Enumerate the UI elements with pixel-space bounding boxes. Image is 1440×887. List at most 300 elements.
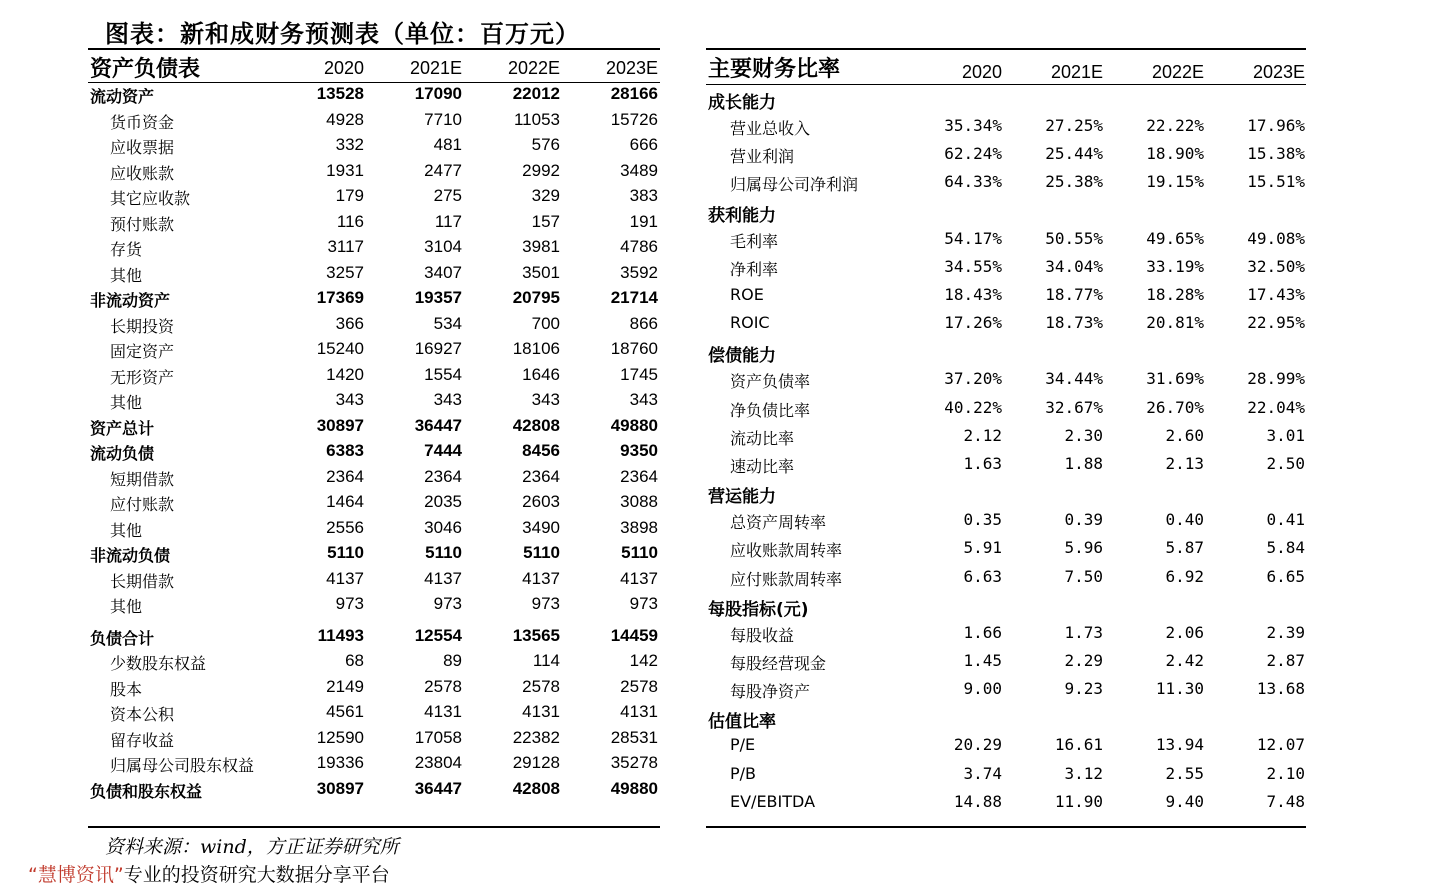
row-label: 归属母公司股东权益: [110, 756, 255, 775]
row-label: 总资产周转率: [730, 513, 827, 533]
table-row: [88, 263, 660, 287]
value-cell: 1931: [326, 160, 364, 180]
section-title: 营运能力: [708, 487, 776, 508]
table-row: [88, 702, 660, 726]
value-cell: 157: [531, 211, 560, 231]
balance-sheet-year-2023e: 2023E: [605, 58, 658, 78]
value-cell: 1.73: [1064, 622, 1103, 642]
value-cell: 15.51%: [1247, 172, 1305, 192]
value-cell: 35.34%: [944, 116, 1002, 135]
value-cell: 11.30: [1155, 679, 1204, 699]
value-cell: 42808: [512, 778, 560, 798]
value-cell: 37.20%: [944, 369, 1002, 389]
value-cell: 2.30: [1064, 425, 1103, 445]
row-label: 非流动负债: [90, 546, 171, 565]
value-cell: 4561: [326, 702, 364, 721]
value-cell: 23804: [414, 753, 462, 772]
value-cell: 343: [335, 390, 364, 409]
value-cell: 18106: [512, 339, 560, 358]
footer-text: 专业的投资研究大数据分享平台: [123, 864, 390, 886]
row-label: 其他: [110, 393, 143, 412]
value-cell: 49.08%: [1247, 228, 1305, 248]
value-cell: 383: [629, 186, 658, 205]
table-row: [706, 229, 1306, 253]
value-cell: 49.65%: [1146, 228, 1204, 248]
table-row: [706, 679, 1306, 703]
table-row: [706, 426, 1306, 450]
section-title: 成长能力: [708, 93, 776, 113]
value-cell: 16927: [414, 339, 462, 358]
footer-banner: [28, 860, 390, 887]
row-label: 非流动资产: [90, 291, 171, 310]
table-row: [88, 110, 660, 134]
value-cell: 68: [345, 651, 364, 670]
value-cell: 2992: [522, 160, 560, 180]
value-cell: 6.92: [1165, 566, 1204, 586]
value-cell: 4928: [326, 109, 364, 129]
value-cell: 17.96%: [1247, 116, 1305, 135]
row-label: 应收账款周转率: [730, 541, 843, 561]
value-cell: 5110: [425, 543, 462, 562]
ratios-bottom-rule: [706, 826, 1306, 828]
value-cell: 18.90%: [1146, 144, 1204, 164]
section-header-row: [706, 595, 1306, 619]
value-cell: 18.73%: [1045, 313, 1103, 333]
value-cell: 17.43%: [1247, 285, 1305, 304]
ratios-year-2021e: 2021E: [1050, 62, 1103, 82]
table-row: [88, 212, 660, 236]
table-row: [706, 172, 1306, 196]
value-cell: 34.55%: [944, 256, 1002, 276]
row-label: 营业利润: [730, 147, 795, 167]
value-cell: 2.87: [1266, 651, 1305, 670]
value-cell: 4137: [522, 568, 560, 588]
value-cell: 25.38%: [1045, 172, 1103, 192]
value-cell: 12554: [414, 625, 462, 645]
table-row: [706, 735, 1306, 759]
table-row: [88, 543, 660, 567]
table-row: [88, 339, 660, 363]
table-row: [706, 285, 1306, 309]
row-label: 固定资产: [110, 342, 175, 361]
value-cell: 5.91: [963, 538, 1002, 558]
financial-ratios-table: [706, 50, 1306, 826]
table-row: [706, 144, 1306, 168]
value-cell: 20.81%: [1146, 313, 1204, 333]
value-cell: 3898: [620, 517, 658, 537]
table-row: [706, 567, 1306, 591]
table-row: [88, 390, 660, 414]
value-cell: 5.84: [1266, 538, 1305, 558]
value-cell: 3088: [620, 492, 658, 511]
balance-sheet-year-2020: 2020: [323, 58, 364, 78]
value-cell: 2.10: [1266, 763, 1305, 783]
table-row: [88, 314, 660, 338]
value-cell: 2364: [522, 466, 560, 486]
value-cell: 6383: [326, 441, 364, 460]
row-label: 资产总计: [90, 418, 155, 438]
value-cell: 3981: [522, 237, 560, 256]
value-cell: 40.22%: [944, 397, 1002, 417]
table-row: [88, 677, 660, 701]
table-row: [706, 538, 1306, 562]
table-row: [88, 753, 660, 777]
row-label: 股本: [110, 679, 143, 699]
row-label: 资本公积: [110, 705, 175, 724]
value-cell: 2578: [522, 676, 560, 696]
value-cell: 2.06: [1165, 622, 1204, 642]
value-cell: 27.25%: [1045, 116, 1103, 135]
row-label: 负债合计: [90, 628, 155, 648]
value-cell: 28.99%: [1247, 369, 1305, 389]
value-cell: 5110: [327, 543, 364, 562]
value-cell: 2149: [326, 676, 364, 696]
row-label: 货币资金: [110, 112, 175, 132]
value-cell: 18.28%: [1146, 285, 1204, 304]
value-cell: 366: [335, 313, 364, 333]
value-cell: 142: [629, 651, 658, 670]
row-label: EV/EBITDA: [730, 791, 816, 811]
value-cell: 19336: [316, 753, 364, 772]
value-cell: 11053: [513, 109, 560, 129]
value-cell: 191: [629, 211, 658, 231]
value-cell: 700: [531, 313, 560, 333]
value-cell: 9.00: [963, 679, 1002, 699]
value-cell: 1.63: [963, 454, 1002, 473]
value-cell: 26.70%: [1146, 397, 1204, 417]
value-cell: 22.95%: [1247, 313, 1305, 333]
value-cell: 9.40: [1165, 791, 1204, 811]
row-label: 长期投资: [110, 316, 175, 336]
value-cell: 866: [629, 313, 658, 333]
value-cell: 1.66: [963, 622, 1002, 642]
table-row: [88, 779, 660, 803]
value-cell: 3407: [424, 262, 462, 282]
value-cell: 1745: [620, 364, 658, 384]
section-title: 每股指标(元): [708, 599, 809, 620]
value-cell: 9350: [620, 441, 658, 460]
value-cell: 6.63: [963, 566, 1002, 586]
value-cell: 114: [532, 651, 560, 670]
value-cell: 179: [335, 186, 364, 205]
value-cell: 2.39: [1266, 622, 1305, 642]
row-label: 应收账款: [110, 163, 175, 183]
value-cell: 30897: [316, 415, 364, 435]
value-cell: 64.33%: [944, 172, 1002, 192]
value-cell: 13528: [316, 84, 364, 103]
value-cell: 576: [531, 135, 560, 154]
table-row: [706, 651, 1306, 675]
value-cell: 4786: [620, 237, 658, 256]
balance-sheet-table: [88, 50, 660, 826]
value-cell: 3046: [424, 517, 462, 537]
value-cell: 1646: [522, 364, 560, 384]
value-cell: 2.42: [1165, 651, 1204, 670]
value-cell: 17.26%: [944, 313, 1002, 333]
value-cell: 31.69%: [1146, 369, 1204, 389]
table-row: [706, 623, 1306, 647]
row-label: 每股净资产: [730, 682, 811, 702]
row-label: 流动比率: [730, 428, 795, 448]
value-cell: 34.44%: [1045, 369, 1103, 389]
row-label: 存货: [110, 240, 143, 259]
value-cell: 15.38%: [1247, 144, 1305, 164]
value-cell: 2556: [326, 517, 364, 537]
value-cell: 18.77%: [1045, 285, 1103, 304]
value-cell: 2.29: [1064, 651, 1103, 670]
row-label: 资产负债率: [730, 372, 811, 392]
value-cell: 4137: [326, 568, 364, 588]
table-row: [88, 728, 660, 752]
value-cell: 21714: [610, 288, 658, 307]
table-row: [88, 492, 660, 516]
value-cell: 22.22%: [1146, 116, 1204, 135]
value-cell: 329: [531, 186, 560, 205]
table-row: [706, 792, 1306, 816]
value-cell: 28166: [610, 84, 658, 103]
value-cell: 12.07: [1256, 735, 1305, 755]
value-cell: 3117: [327, 237, 364, 256]
table-row: [88, 626, 660, 650]
row-label: 归属母公司净利润: [730, 175, 859, 195]
value-cell: 973: [531, 594, 560, 613]
page-title: 图表：新和成财务预测表（单位：百万元）: [105, 19, 580, 48]
row-label: 负债和股东权益: [90, 781, 203, 801]
table-row: [88, 288, 660, 312]
table-row: [88, 237, 660, 261]
value-cell: 2603: [522, 492, 560, 511]
row-label: 留存收益: [110, 730, 175, 750]
value-cell: 15240: [316, 339, 364, 358]
table-row: [706, 510, 1306, 534]
value-cell: 7710: [424, 109, 462, 129]
table-row: [706, 764, 1306, 788]
value-cell: 22382: [512, 727, 560, 747]
value-cell: 34.04%: [1045, 256, 1103, 276]
table-row: [88, 594, 660, 618]
value-cell: 2.12: [963, 425, 1002, 445]
row-label: 应收票据: [110, 138, 175, 157]
value-cell: 19357: [414, 288, 462, 307]
value-cell: 13.94: [1155, 735, 1204, 755]
row-label: 预付账款: [110, 214, 175, 234]
section-title: 获利能力: [708, 205, 776, 226]
row-label: 应付账款周转率: [730, 569, 843, 589]
value-cell: 15726: [610, 109, 658, 129]
value-cell: 1554: [424, 364, 462, 384]
row-label: 其他: [110, 597, 143, 616]
section-header-row: [706, 707, 1306, 731]
value-cell: 1.88: [1064, 454, 1103, 473]
value-cell: 5.96: [1064, 538, 1103, 558]
value-cell: 5110: [523, 543, 560, 562]
row-label: P/E: [730, 735, 756, 755]
value-cell: 18.43%: [944, 285, 1002, 304]
value-cell: 3.12: [1064, 763, 1103, 783]
value-cell: 2035: [424, 492, 462, 511]
row-label: 少数股东权益: [110, 654, 207, 673]
value-cell: 62.24%: [944, 144, 1002, 164]
table-row: [706, 313, 1306, 337]
value-cell: 4137: [620, 568, 658, 588]
table-row: [706, 398, 1306, 422]
row-label: 长期借款: [110, 571, 175, 591]
value-cell: 3104: [424, 237, 462, 256]
value-cell: 2.55: [1165, 763, 1204, 783]
row-label: 流动资产: [90, 87, 155, 106]
value-cell: 3.01: [1266, 425, 1305, 445]
table-row: [88, 84, 660, 108]
value-cell: 3501: [522, 262, 560, 282]
value-cell: 343: [629, 390, 658, 409]
value-cell: 6.65: [1266, 566, 1305, 586]
value-cell: 18760: [610, 339, 658, 358]
value-cell: 4131: [424, 702, 462, 721]
value-cell: 5110: [621, 543, 658, 562]
table-row: [706, 116, 1306, 140]
table-row: [88, 365, 660, 389]
value-cell: 17090: [414, 84, 462, 103]
value-cell: 16.61: [1054, 735, 1103, 755]
value-cell: 5.87: [1165, 538, 1204, 558]
row-label: 流动负债: [90, 444, 155, 463]
value-cell: 0.39: [1064, 510, 1103, 530]
value-cell: 343: [433, 390, 462, 409]
row-label: 其他: [110, 520, 143, 540]
value-cell: 17058: [414, 727, 462, 747]
table-row: [88, 161, 660, 185]
row-label: 营业总收入: [730, 119, 811, 138]
value-cell: 2578: [620, 676, 658, 696]
value-cell: 116: [336, 211, 364, 231]
table-row: [706, 454, 1306, 478]
value-cell: 36447: [414, 415, 462, 435]
row-label: 其他: [110, 265, 143, 285]
value-cell: 332: [335, 135, 364, 154]
balance-sheet-year-2022e: 2022E: [507, 58, 560, 78]
value-cell: 13565: [512, 625, 560, 645]
value-cell: 20.29: [953, 735, 1002, 755]
value-cell: 2477: [424, 160, 462, 180]
row-label: P/B: [730, 763, 757, 783]
value-cell: 20795: [512, 288, 560, 307]
section-header-row: [706, 341, 1306, 365]
value-cell: 0.40: [1165, 510, 1204, 530]
balance-sheet-title: 资产负债表: [90, 56, 201, 82]
table-row: [88, 186, 660, 210]
value-cell: 11493: [317, 625, 364, 645]
section-header-row: [706, 201, 1306, 225]
row-label: ROE: [730, 285, 764, 304]
ratios-year-2023e: 2023E: [1252, 62, 1305, 82]
value-cell: 3489: [620, 160, 658, 180]
footer-brand: “慧博资讯”: [28, 864, 124, 886]
ratios-year-2022e: 2022E: [1151, 62, 1204, 82]
value-cell: 4131: [620, 702, 658, 721]
value-cell: 2.50: [1266, 454, 1305, 473]
value-cell: 33.19%: [1146, 256, 1204, 276]
row-label: 短期借款: [110, 469, 175, 489]
value-cell: 19.15%: [1146, 172, 1204, 192]
value-cell: 534: [433, 313, 462, 333]
value-cell: 2578: [424, 676, 462, 696]
value-cell: 30897: [316, 778, 364, 798]
value-cell: 2.60: [1165, 425, 1204, 445]
value-cell: 50.55%: [1045, 228, 1103, 248]
value-cell: 7.48: [1266, 791, 1305, 811]
table-row: [88, 518, 660, 542]
value-cell: 54.17%: [944, 228, 1002, 248]
value-cell: 36447: [414, 778, 462, 798]
value-cell: 11.90: [1054, 791, 1103, 811]
value-cell: 22012: [512, 84, 560, 103]
section-header-row: [706, 88, 1306, 112]
value-cell: 8456: [522, 441, 560, 460]
value-cell: 2364: [620, 466, 658, 486]
balance-sheet-bottom-rule: [88, 826, 660, 828]
value-cell: 275: [433, 186, 462, 205]
value-cell: 3592: [620, 262, 658, 282]
value-cell: 1.45: [963, 651, 1002, 670]
source-note: 资料来源：wind，方正证券研究所: [105, 836, 399, 858]
value-cell: 117: [434, 211, 462, 231]
value-cell: 12590: [316, 727, 364, 747]
value-cell: 32.67%: [1045, 397, 1103, 417]
value-cell: 89: [443, 651, 462, 670]
value-cell: 4131: [522, 702, 560, 721]
row-label: 其它应收款: [110, 189, 191, 208]
value-cell: 343: [531, 390, 560, 409]
value-cell: 49880: [610, 778, 658, 798]
value-cell: 29128: [512, 753, 560, 772]
value-cell: 9.23: [1064, 679, 1103, 699]
row-label: 应付账款: [110, 495, 175, 514]
value-cell: 3.74: [963, 763, 1002, 783]
value-cell: 22.04%: [1247, 397, 1305, 417]
value-cell: 3490: [522, 517, 560, 537]
row-label: 每股收益: [730, 625, 795, 645]
value-cell: 13.68: [1256, 679, 1305, 699]
row-label: 净负债比率: [730, 400, 811, 420]
section-header-row: [706, 482, 1306, 506]
ratios-year-2020: 2020: [961, 62, 1002, 82]
value-cell: 7444: [424, 441, 462, 460]
value-cell: 35278: [610, 753, 658, 772]
table-row: [88, 569, 660, 593]
value-cell: 1464: [326, 492, 364, 511]
table-row: [88, 441, 660, 465]
value-cell: 0.41: [1266, 510, 1305, 530]
value-cell: 0.35: [963, 510, 1002, 530]
value-cell: 4137: [424, 568, 462, 588]
value-cell: 49880: [610, 415, 658, 435]
table-row: [706, 257, 1306, 281]
value-cell: 14459: [610, 625, 658, 645]
table-row: [88, 135, 660, 159]
row-label: 净利率: [730, 259, 779, 279]
value-cell: 973: [335, 594, 364, 613]
row-label: ROIC: [730, 313, 770, 333]
table-row: [88, 416, 660, 440]
row-label: 每股经营现金: [730, 654, 827, 673]
value-cell: 2364: [424, 466, 462, 486]
value-cell: 2.13: [1165, 454, 1204, 473]
table-row: [88, 467, 660, 491]
value-cell: 973: [629, 594, 658, 613]
table-row: [88, 651, 660, 675]
value-cell: 14.88: [953, 791, 1002, 811]
value-cell: 25.44%: [1045, 144, 1103, 164]
